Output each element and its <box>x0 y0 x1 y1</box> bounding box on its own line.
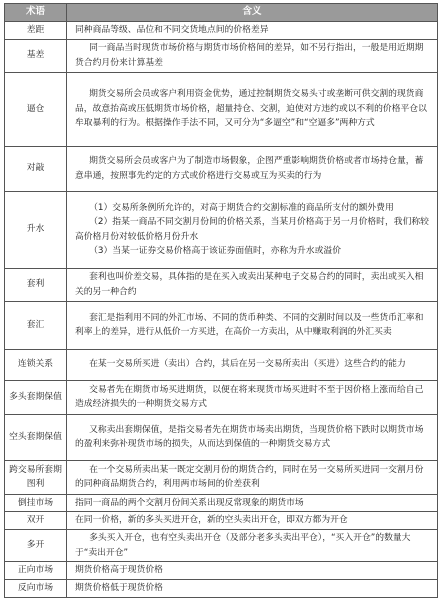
definition-text: 期货交易所会员或客户利用资金优势，通过控制期货交易头寸或垄断可供交割的现货商品，故意抬高或压低期货市场价格，超量持仓、交割，迫使对方违约或以不利的价格平仓以牟取暴利的行为。根据操作手法不同，又可分为“多逼空”和“空逼多”两种方式 <box>75 89 427 129</box>
definition-cell <box>67 562 438 580</box>
term-cell: 正向市场 <box>5 562 67 580</box>
table-row <box>5 72 438 146</box>
table-row <box>5 579 438 597</box>
table-row <box>5 22 438 40</box>
term-cell: 对敲 <box>5 146 67 191</box>
definition-text: 期货交易所会员或客户为了制造市场假象，企图严重影响期货价格或者市场持仓量，蓄意串通，按照事先约定的方式或价格进行交易或互为买卖的行为 <box>75 156 424 181</box>
header-row <box>5 4 438 22</box>
glossary-table-container <box>4 3 437 598</box>
definition-text: 同种商品等级、品位和不同交货地点间的价格差异 <box>75 25 269 35</box>
glossary-table <box>4 3 438 598</box>
term-cell: 升水 <box>5 191 67 268</box>
table-row <box>5 460 438 494</box>
table-row <box>5 191 438 268</box>
table-row <box>5 146 438 191</box>
definition-text: 期货价格低于现货价格 <box>75 582 163 593</box>
definition-text: （1）交易所条例所允许的，对高于期货合约交割标准的商品所支付的额外费用 <box>89 202 394 213</box>
definition-cell <box>67 268 438 301</box>
term-cell: 多头套期保值 <box>5 380 67 414</box>
term-cell: 连锁关系 <box>5 349 67 380</box>
term-cell: 倒挂市场 <box>5 494 67 512</box>
definition-cell <box>67 72 438 146</box>
definition-text: （3）当某一证券交易价格高于该证券面值时，亦称为升水或溢价 <box>89 246 341 256</box>
definition-text: 指同一商品的两个交割月份间关系出现反常现象的期货市场 <box>75 497 304 508</box>
definition-cell <box>67 512 438 530</box>
definition-cell <box>67 301 438 349</box>
table-row <box>5 512 438 530</box>
table-row <box>5 530 438 562</box>
definition-cell <box>67 39 438 72</box>
definition-text: 套利也叫价差交易，具体指的是在买入或卖出某种电子交易合约的同时，卖出或买入相关的另一种合约 <box>75 272 424 297</box>
definition-text: 交易者先在期货市场买进期货，以便在将来现货市场买进时不至于因价格上涨而给自己造成经济损失的一种期货交易方式 <box>75 384 424 409</box>
definition-cell <box>67 460 438 494</box>
table-row <box>5 268 438 301</box>
term-cell: 套汇 <box>5 301 67 349</box>
term-cell: 空头套期保值 <box>5 414 67 460</box>
header-term: 术语 <box>5 4 67 22</box>
table-body <box>5 22 438 598</box>
table-row <box>5 349 438 380</box>
definition-text: （2）指某一商品不同交割月份间的价格关系，当某月价格高于另一月价格时，我们称较高价格月份对较低价格月份升水 <box>75 217 429 242</box>
definition-cell <box>67 414 438 460</box>
definition-text: 在一个交易所卖出某一既定交割月份的期货合约，同时在另一交易所买进同一交割月份的同种商品期货合约，利用两市场间的价差获利 <box>75 464 424 489</box>
term-cell: 双开 <box>5 512 67 530</box>
table-row <box>5 414 438 460</box>
header-definition: 含义 <box>67 4 438 22</box>
definition-text: 多头买入开仓，也有空头卖出开仓（及部分老多头卖出平仓），“买入开仓”的数量大于“卖出开仓” <box>75 533 411 558</box>
term-cell: 跨交易所套期图利 <box>5 460 67 494</box>
table-row <box>5 39 438 72</box>
term-cell: 差距 <box>5 22 67 40</box>
definition-cell <box>67 494 438 512</box>
definition-cell <box>67 146 438 191</box>
definition-cell <box>67 579 438 597</box>
definition-cell <box>67 530 438 562</box>
table-row <box>5 301 438 349</box>
term-cell: 反向市场 <box>5 579 67 597</box>
definition-text: 又称卖出套期保值，是指交易者先在期货市场卖出期货，当现货价格下跌时以期货市场的盈利来弥补现货市场的损失，从而达到保值的一种期货交易方式 <box>75 424 424 449</box>
definition-text: 在同一价格，新的多头买进开仓，新的空头卖出开仓，即双方都为开仓 <box>75 515 348 526</box>
definition-cell <box>67 22 438 40</box>
table-row <box>5 562 438 580</box>
definition-text: 同一商品当时现货市场价格与期货市场价格间的差异，如不另行指出，一般是用近期期货合约月份来计算基差 <box>75 43 424 68</box>
term-cell: 多开 <box>5 530 67 562</box>
term-cell: 基差 <box>5 39 67 72</box>
term-cell: 套利 <box>5 268 67 301</box>
definition-cell <box>67 380 438 414</box>
definition-text: 在某一交易所买进（卖出）合约，其后在另一交易所卖出（买进）这些合约的能力 <box>89 359 406 370</box>
definition-cell <box>67 191 438 268</box>
table-row <box>5 380 438 414</box>
definition-text: 套汇是指利用不同的外汇市场、不同的货币种类、不同的交割时间以及一些货币汇率和利率上的差异，进行从低价一方买进，在高价一方卖出，从中赚取利润的外汇买卖 <box>75 312 424 337</box>
table-row <box>5 494 438 512</box>
definition-cell <box>67 349 438 380</box>
definition-text: 期货价格高于现货价格 <box>75 565 163 575</box>
term-cell: 逼仓 <box>5 72 67 146</box>
